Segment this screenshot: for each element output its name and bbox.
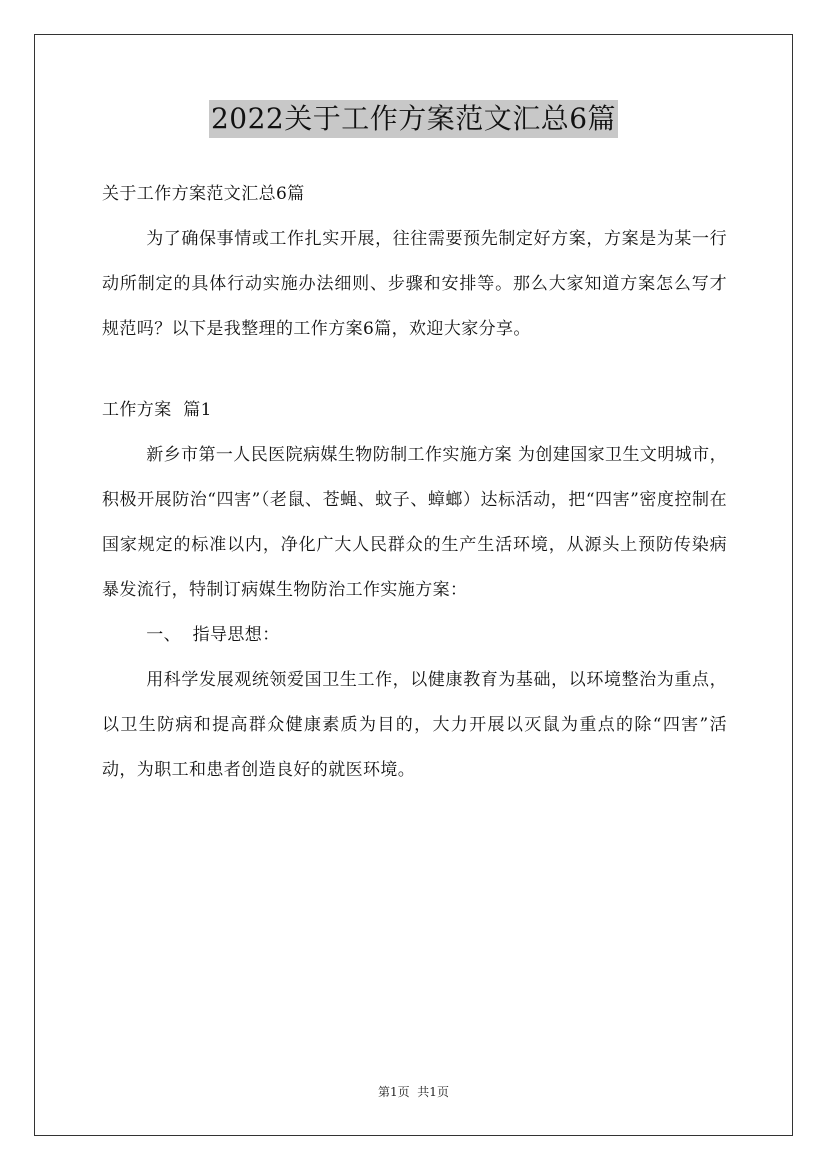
page-footer: 第1页 共1页	[378, 1085, 449, 1099]
subheading-guiding-ideology: 一、 指导思想：	[146, 625, 280, 645]
section-heading: 工作方案 篇1	[102, 400, 212, 420]
title-container	[0, 100, 827, 138]
section-paragraph-2: 用科学发展观统领爱国卫生工作，以健康教育为基础，以环境整治为重点，以卫生防病和提高群众健康素质为目的，大力开展以灭鼠为重点的除“四害”活动，为职工和患者创造良好的就医环境。	[102, 670, 727, 780]
document-subtitle: 关于工作方案范文汇总6篇	[102, 184, 305, 204]
section-paragraph-1: 新乡市第一人民医院病媒生物防制工作实施方案 为创建国家卫生文明城市，积极开展防治“四害”（老鼠、苍蝇、蚊子、蟑螂）达标活动，把“四害”密度控制在国家规定的标准以内，净化广大人民群众的生产生活环境，从源头上预防传染病暴发流行，特制订病媒生物防治工作实施方案：	[102, 445, 727, 600]
document-body	[102, 172, 727, 793]
document-title: 2022关于工作方案范文汇总6篇	[209, 100, 618, 138]
intro-paragraph: 为了确保事情或工作扎实开展，往往需要预先制定好方案，方案是为某一行动所制定的具体行动实施办法细则、步骤和安排等。那么大家知道方案怎么写才规范吗？以下是我整理的工作方案6篇，欢迎大家分享。	[102, 229, 727, 339]
